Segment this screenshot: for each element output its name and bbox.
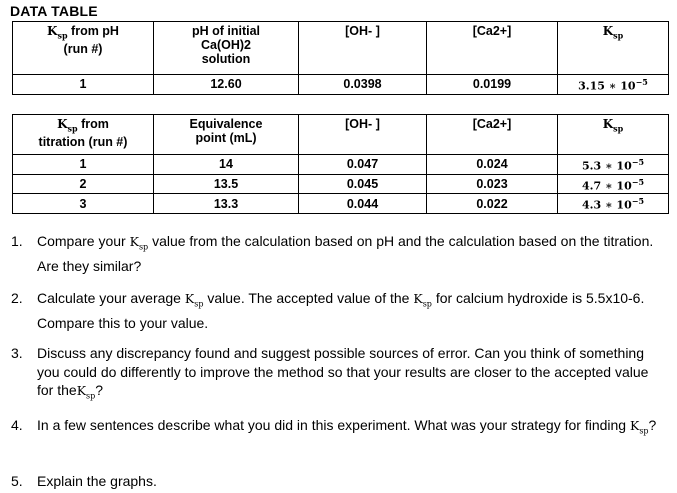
cell-eq: 14 bbox=[154, 155, 299, 175]
question-text: Compare your $K_{sp}$ value from the calculation based on pH and the calculation based on the titration. Are they similar? bbox=[37, 233, 654, 274]
cell-oh: 0.0398 bbox=[299, 75, 427, 95]
ksp-ph-table bbox=[12, 21, 669, 95]
cell-eq: 13.5 bbox=[154, 174, 299, 194]
header-ca: [Ca2+] bbox=[427, 22, 558, 75]
cell-ca: 0.023 bbox=[427, 174, 558, 194]
cell-oh: 0.045 bbox=[299, 174, 427, 194]
cell-run: 1 bbox=[13, 155, 154, 175]
question-text: Discuss any discrepancy found and suggest possible sources of error. Can you think of something you could do differently to improve the method so that your results are closer to the accepted value for theK$_{sp}$? bbox=[37, 345, 649, 401]
cell-ksp: 4.7 ∗ $10^{-5}$ bbox=[558, 174, 669, 194]
cell-ca: 0.022 bbox=[427, 194, 558, 214]
table-row bbox=[13, 174, 669, 194]
header-ksp-from-ph: $K_{sp}$ from pH (run #) bbox=[13, 22, 154, 75]
cell-oh: 0.047 bbox=[299, 155, 427, 175]
cell-ca: 0.024 bbox=[427, 155, 558, 175]
cell-run: 1 bbox=[13, 75, 154, 95]
cell-eq: 13.3 bbox=[154, 194, 299, 214]
cell-ksp: 4.3 ∗ $10^{-5}$ bbox=[558, 194, 669, 214]
question-number: 2. bbox=[11, 290, 23, 306]
page-title: DATA TABLE bbox=[10, 3, 98, 19]
question-text: Calculate your average $K_{sp}$ value. The accepted value of the $K_{sp}$ for calcium hydroxide is 5.5x10-6. Compare this to your value. bbox=[37, 290, 645, 331]
question-number: 4. bbox=[11, 417, 23, 433]
header-ksp: $K_{sp}$ bbox=[558, 115, 669, 155]
header-equivalence: Equivalence point (mL) bbox=[154, 115, 299, 155]
table-row bbox=[13, 155, 669, 175]
cell-oh: 0.044 bbox=[299, 194, 427, 214]
cell-ksp: 5.3 ∗ $10^{-5}$ bbox=[558, 155, 669, 175]
cell-run: 3 bbox=[13, 194, 154, 214]
header-oh: [OH- ] bbox=[299, 22, 427, 75]
table-header-row bbox=[13, 115, 669, 155]
question-text: Explain the graphs. bbox=[37, 473, 157, 489]
table-row bbox=[13, 194, 669, 214]
header-ksp-from-titration: $K_{sp}$ from titration (run #) bbox=[13, 115, 154, 155]
header-ca: [Ca2+] bbox=[427, 115, 558, 155]
ksp-titration-table bbox=[12, 114, 669, 214]
question-number: 5. bbox=[11, 473, 23, 489]
question-number: 1. bbox=[11, 233, 23, 249]
header-ph-initial: pH of initial Ca(OH)2 solution bbox=[154, 22, 299, 75]
cell-run: 2 bbox=[13, 174, 154, 194]
table-row bbox=[13, 75, 669, 95]
header-ksp: $K_{sp}$ bbox=[558, 22, 669, 75]
cell-ca: 0.0199 bbox=[427, 75, 558, 95]
table-header-row bbox=[13, 22, 669, 75]
question-number: 3. bbox=[11, 345, 23, 361]
question-text: In a few sentences describe what you did in this experiment. What was your strategy for finding $K_{sp}$? bbox=[37, 417, 657, 436]
cell-ph: 12.60 bbox=[154, 75, 299, 95]
header-oh: [OH- ] bbox=[299, 115, 427, 155]
cell-ksp: 3.15 ∗ $10^{-5}$ bbox=[558, 75, 669, 95]
